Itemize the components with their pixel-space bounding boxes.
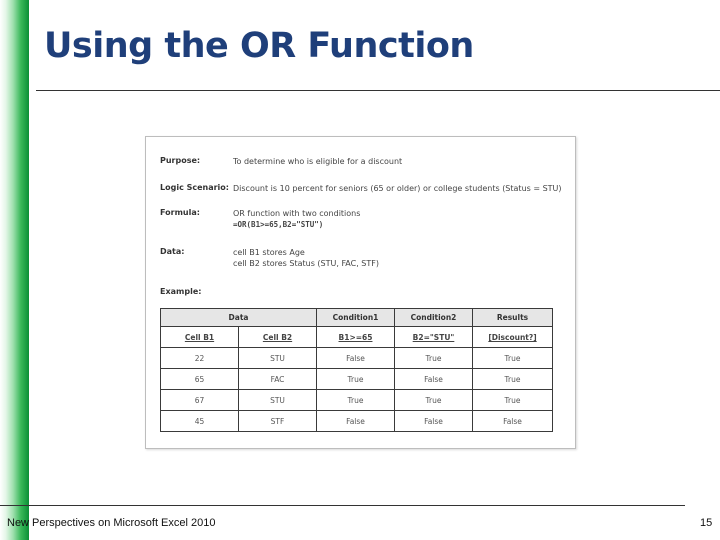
example-table	[160, 308, 553, 432]
table-cell: False	[395, 411, 473, 432]
example-label: Example:	[160, 287, 202, 296]
table-row	[161, 369, 553, 390]
header-condition2: Condition2	[395, 309, 473, 327]
subheader-cell-b2: Cell B2	[239, 327, 317, 348]
table-cell: True	[395, 390, 473, 411]
title-divider	[36, 90, 720, 91]
table-cell: False	[473, 411, 553, 432]
table-cell: True	[473, 369, 553, 390]
footer-text: New Perspectives on Microsoft Excel 2010	[7, 517, 216, 529]
table-cell: FAC	[239, 369, 317, 390]
logic-scenario-value	[233, 183, 562, 194]
formula-description: OR function with two conditions	[233, 209, 361, 218]
footer-divider	[0, 505, 685, 506]
green-side-bar	[0, 0, 29, 540]
subheader-cell-b1: Cell B1	[161, 327, 239, 348]
formula-label: Formula:	[160, 208, 200, 217]
table-cell: False	[395, 369, 473, 390]
data-label: Data:	[160, 247, 185, 256]
table-cell: True	[317, 390, 395, 411]
table-cell: True	[473, 390, 553, 411]
table-row	[161, 348, 553, 369]
formula-value	[233, 208, 360, 230]
header-condition1: Condition1	[317, 309, 395, 327]
table-cell: False	[317, 411, 395, 432]
purpose-label: Purpose:	[160, 156, 201, 165]
table-cell: STU	[239, 390, 317, 411]
table-subheader-row	[161, 327, 553, 348]
subheader-b1-condition: B1>=65	[317, 327, 395, 348]
purpose-value	[233, 156, 402, 167]
table-cell: 67	[161, 390, 239, 411]
table-cell: True	[317, 369, 395, 390]
table-cell: False	[317, 348, 395, 369]
table-cell: 65	[161, 369, 239, 390]
table-cell: True	[395, 348, 473, 369]
table-header-row	[161, 309, 553, 327]
data-line-b1: cell B1 stores Age	[233, 248, 305, 257]
table-cell: 45	[161, 411, 239, 432]
slide-title: Using the OR Function	[44, 26, 474, 66]
or-function-figure	[145, 136, 576, 449]
data-line-b2: cell B2 stores Status (STU, FAC, STF)	[233, 259, 379, 268]
table-row	[161, 390, 553, 411]
data-value	[233, 247, 379, 269]
header-results: Results	[473, 309, 553, 327]
formula-code: =OR(B1>=65,B2="STU")	[233, 220, 324, 229]
purpose-line: To determine who is eligible for a discount	[233, 157, 403, 166]
table-cell: STF	[239, 411, 317, 432]
table-cell: STU	[239, 348, 317, 369]
header-data: Data	[161, 309, 317, 327]
logic-scenario-line: Discount is 10 percent for seniors (65 or older) or college students (Status = STU)	[233, 184, 562, 193]
table-row	[161, 411, 553, 432]
table-cell: 22	[161, 348, 239, 369]
page-number: 15	[700, 517, 713, 529]
subheader-b2-condition: B2="STU"	[395, 327, 473, 348]
table-cell: True	[473, 348, 553, 369]
logic-scenario-label: Logic Scenario:	[160, 183, 229, 192]
subheader-discount: [Discount?]	[473, 327, 553, 348]
